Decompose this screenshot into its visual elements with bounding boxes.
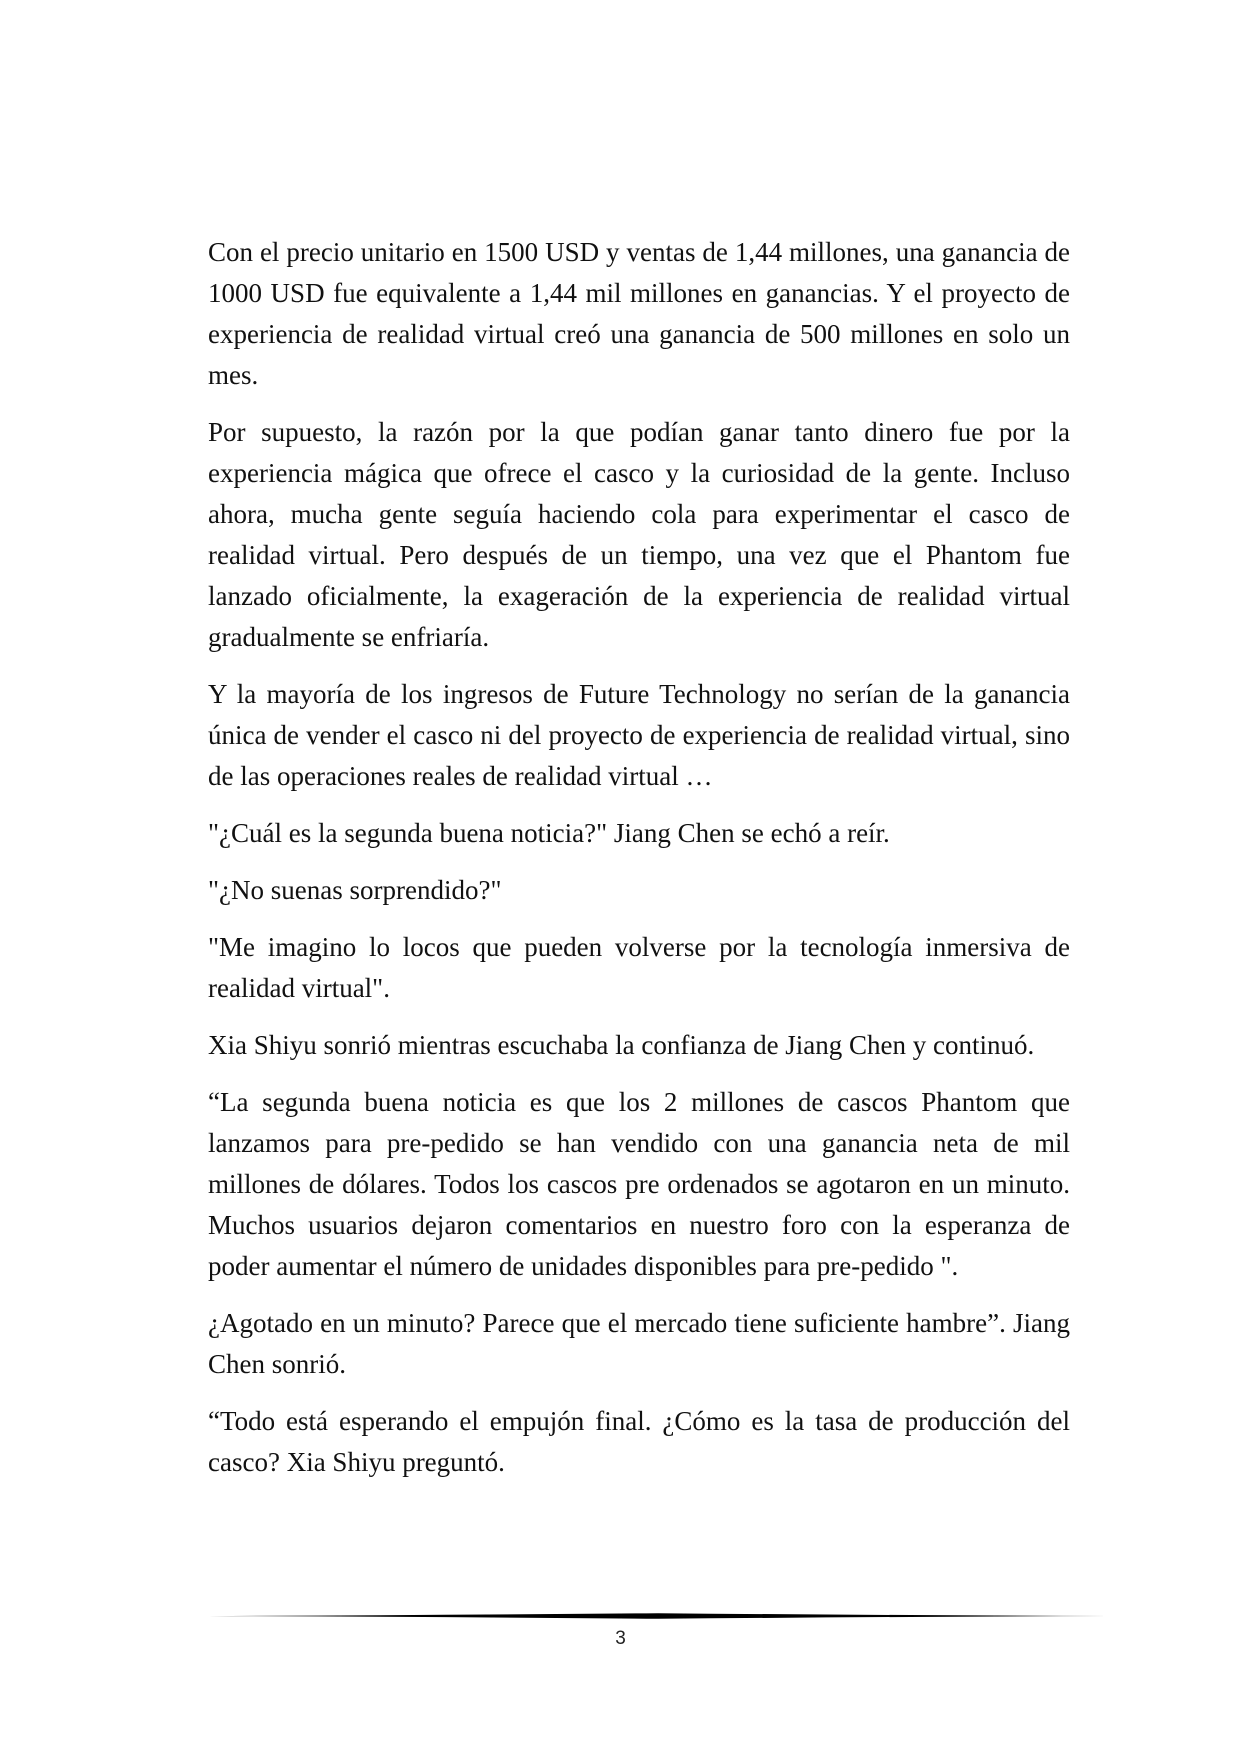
footer-divider (208, 1612, 1108, 1620)
paragraph: ¿Agotado en un minuto? Parece que el mercado tiene suficiente hambre”. Jiang Chen sonrió. (208, 1308, 1070, 1379)
paragraph: "¿Cuál es la segunda buena noticia?" Jiang Chen se echó a reír. (208, 818, 890, 848)
paragraph: Por supuesto, la razón por la que podían ganar tanto dinero fue por la experiencia mágica que ofrece el casco y la curiosidad de la gente. Incluso ahora, mucha gente seguía haciendo cola para experimentar el casco de realidad virtual. Pero después de un tiempo, una vez que el Phantom fue lanzado oficialmente, la exageración de la experiencia de realidad virtual gradualmente se enfriaría. (208, 417, 1070, 652)
paragraph: “La segunda buena noticia es que los 2 millones de cascos Phantom que lanzamos para pre-pedido se han vendido con una ganancia neta de mil millones de dólares. Todos los cascos pre ordenados se agotaron en un minuto. Muchos usuarios dejaron comentarios en nuestro foro con la esperanza de poder aumentar el número de unidades disponibles para pre-pedido ". (208, 1087, 1070, 1281)
paragraph: "Me imagino lo locos que pueden volverse por la tecnología inmersiva de realidad virtual". (208, 932, 1070, 1003)
paragraph: Con el precio unitario en 1500 USD y ventas de 1,44 millones, una ganancia de 1000 USD fue equivalente a 1,44 mil millones en ganancias. Y el proyecto de experiencia de realidad virtual creó una ganancia de 500 millones en solo un mes. (208, 237, 1070, 390)
paragraph: "¿No suenas sorprendido?" (208, 875, 502, 905)
page-body (208, 232, 1070, 1499)
paragraph: Xia Shiyu sonrió mientras escuchaba la confianza de Jiang Chen y continuó. (208, 1030, 1035, 1060)
paragraph: Y la mayoría de los ingresos de Future Technology no serían de la ganancia única de vender el casco ni del proyecto de experiencia de realidad virtual, sino de las operaciones reales de realidad virtual … (208, 679, 1070, 791)
paragraph: “Todo está esperando el empujón final. ¿Cómo es la tasa de producción del casco? Xia Shiyu preguntó. (208, 1406, 1070, 1477)
page-number: 3 (615, 1628, 626, 1649)
footer-divider-swash (208, 1613, 1108, 1619)
